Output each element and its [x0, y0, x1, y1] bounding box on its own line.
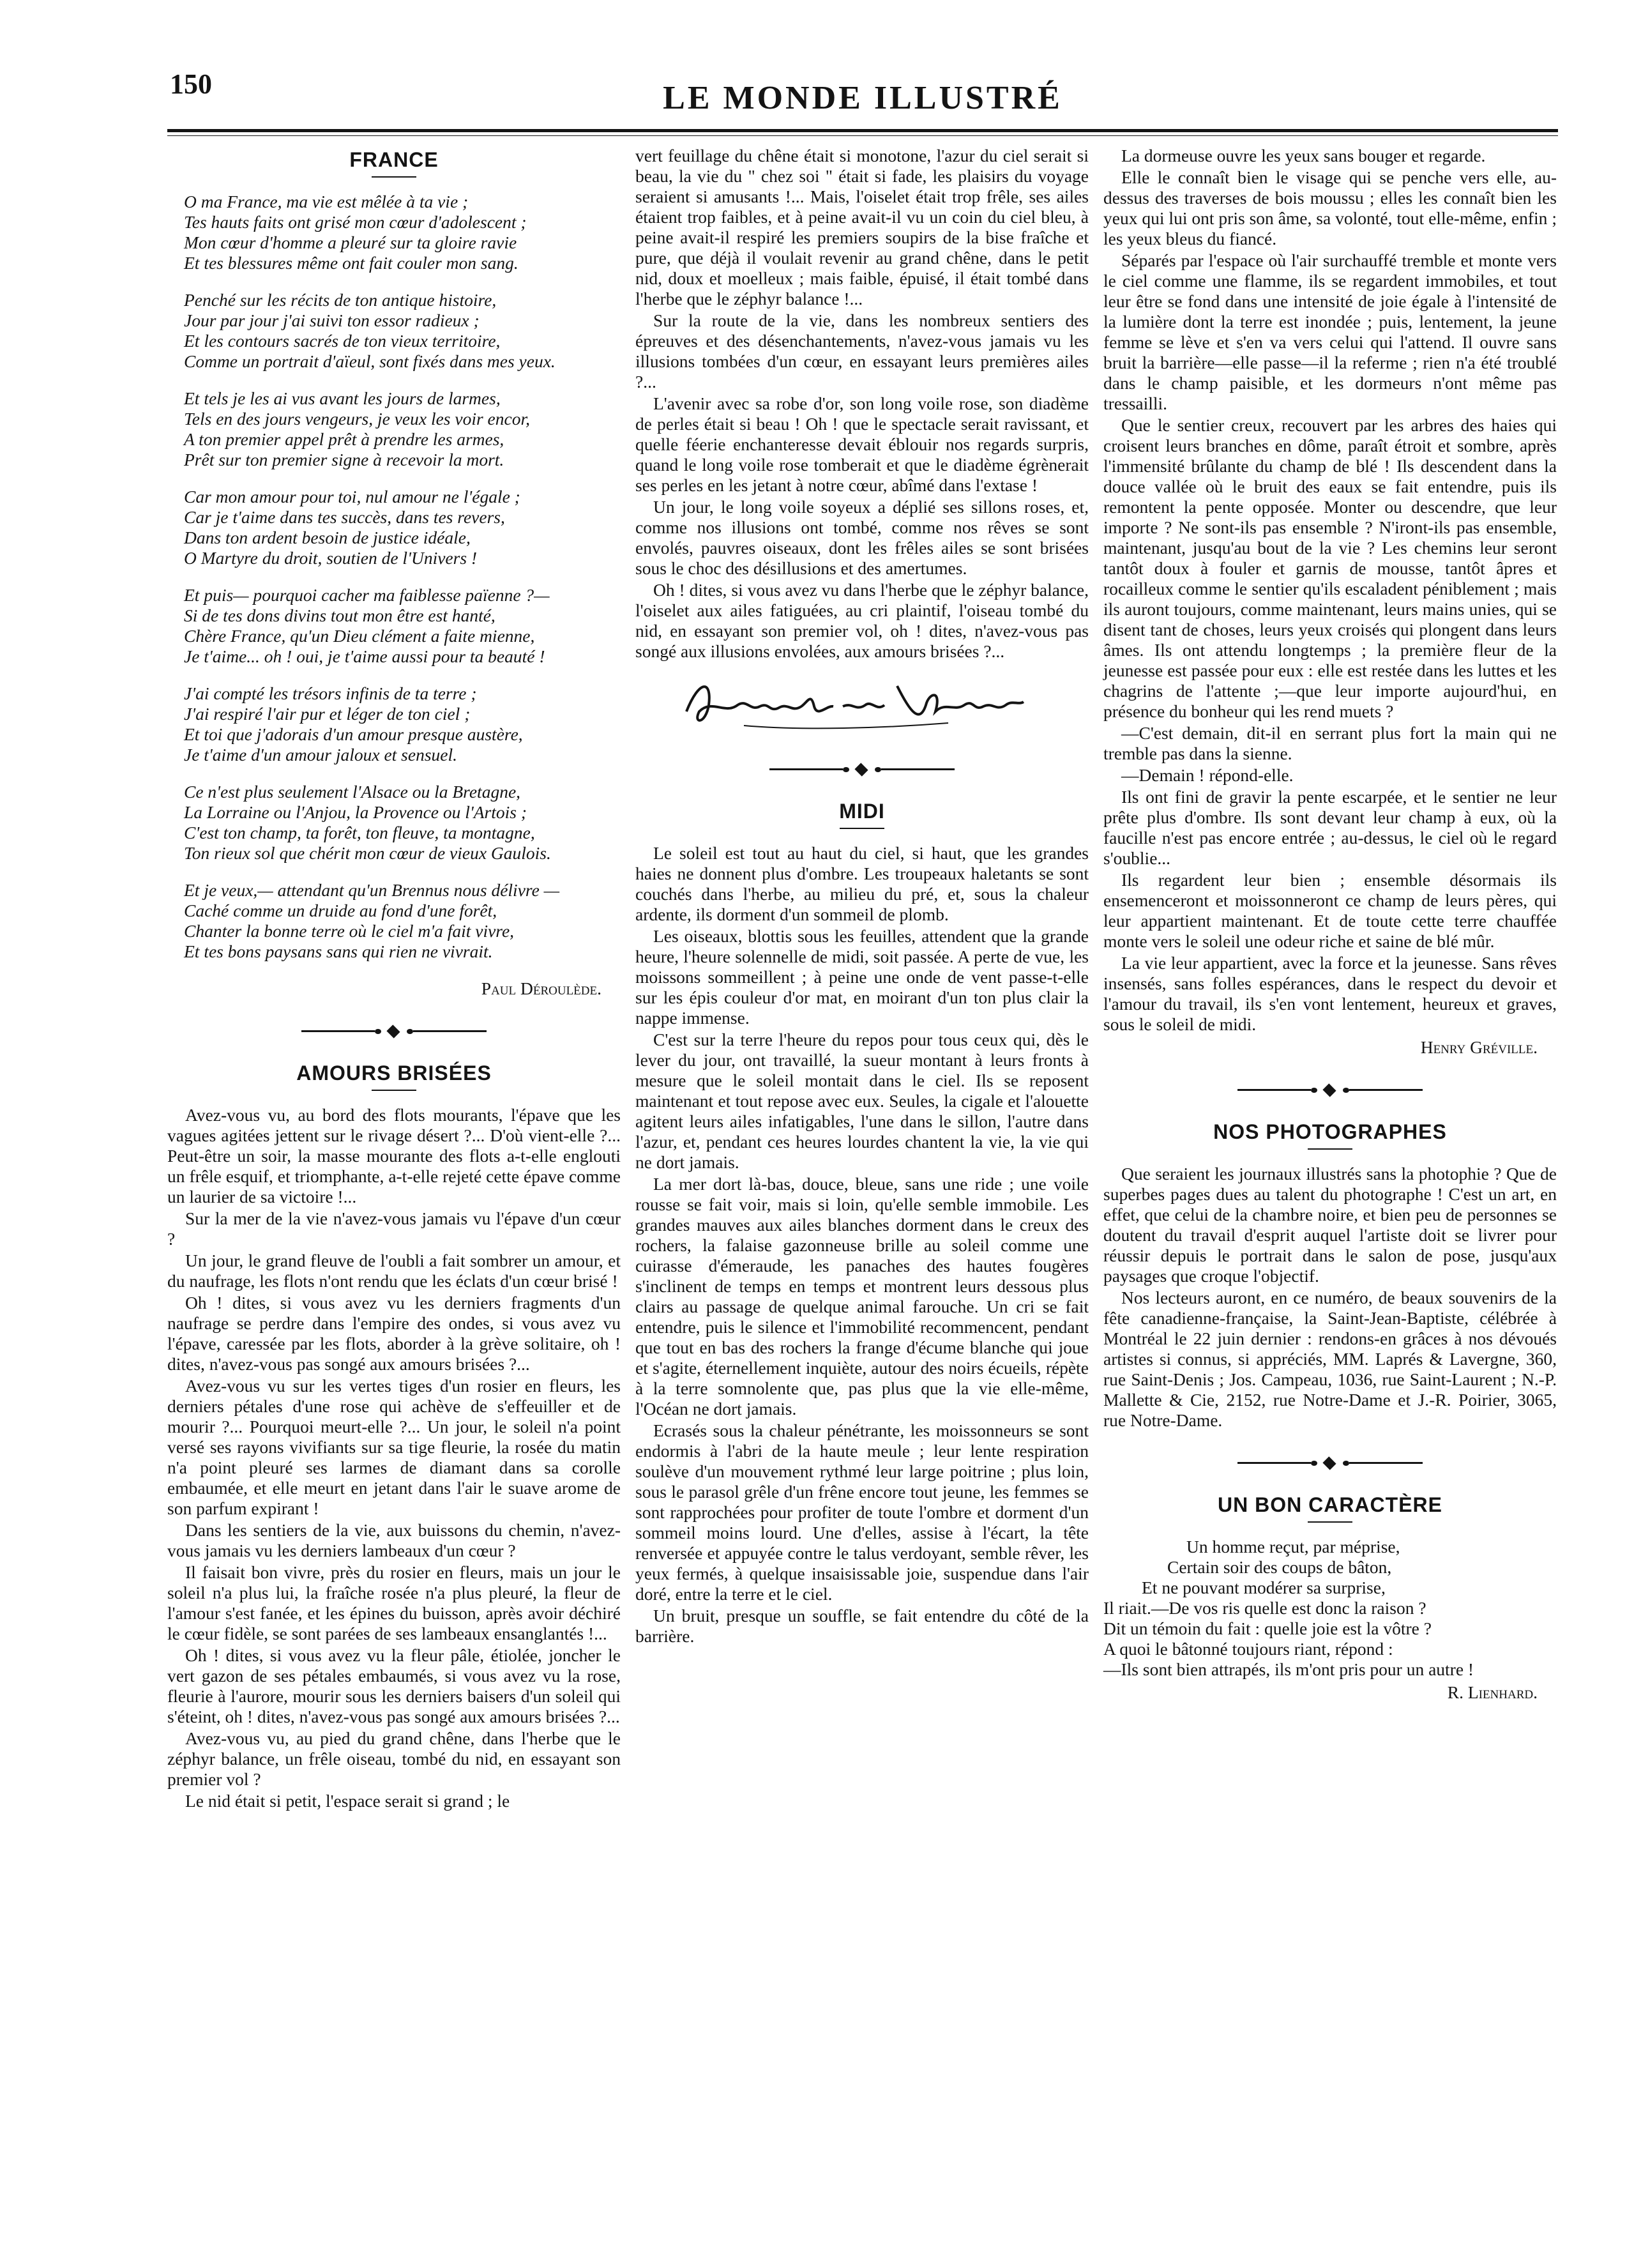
paragraph: Dans les sentiers de la vie, aux buissons du chemin, n'avez-vous jamais vu les derniers lambeaux d'un cœur ?: [167, 1520, 621, 1560]
paragraph: Sur la mer de la vie n'avez-vous jamais vu l'épave d'un cœur ?: [167, 1208, 621, 1249]
paragraph: Avez-vous vu sur les vertes tiges d'un rosier en fleurs, les derniers pétales d'une rose qui achève de s'effeuiller et de mourir ?... Pourquoi meurt-elle ?... Un jour, le soleil n'a point versé ses rayons vivifiants sur sa tige fleurie, la rosée du matin n'a point pleuré ses larmes de diamant dans sa corolle embaumée, et elle meurt en jetant dans l'air le suave arome de son parfum expirant !: [167, 1376, 621, 1518]
poem-line: La Lorraine ou l'Anjou, la Provence ou l'Artois ;: [184, 802, 527, 822]
caractere-author: R. Lienhard.: [1447, 1682, 1538, 1702]
france-poem: [167, 192, 621, 962]
title-underline: [372, 1090, 416, 1091]
paragraph: Séparés par l'espace où l'air surchauffé tremble et monte vers le ciel comme une flamme, ils se regardent immobiles, et tout leur être se fond dans une intensité de joie égale à l'intensité de la lumière dont la terre est inondée ; puis, lentement, la jeune femme se lève et s'en va vers celui qui l'attend. Il ouvre sans bruit la barrière—elle passe—il la referme ; rien n'a été troublé dans le champ paisible, et les dormeurs n'ont même pas tressailli.: [1103, 250, 1557, 413]
paragraph: Ecrasés sous la chaleur pénétrante, les moissonneurs se sont endormis à l'abri de la haute meule ; leur lente respiration soulève d'un mouvement rythmé leur large poitrine ; plus loin, sous le parasol grêle d'un frêne encore tout jeune, les femmes se sont rapprochées pour profiter de toute l'ombre et dorment d'un sommeil moins lourd. Une d'elles, assise à l'écart, la tête renversée et appuyée contre le talus verdoyant, semble rêver, les yeux fermés, à quelque insaisissable joie, suspendue dans l'air doré, entre la terre et le ciel.: [635, 1420, 1089, 1604]
poem-line: Certain soir des coups de bâton,: [1167, 1557, 1392, 1577]
title-underline: [1308, 1521, 1352, 1523]
poem-line: Un homme reçut, par méprise,: [1186, 1537, 1400, 1556]
caractere-title: UN BON CARACTÈRE: [1218, 1493, 1442, 1516]
amours-continued: [635, 146, 1089, 662]
poem-line: Il riait.—De vos ris quelle est donc la raison ?: [1103, 1598, 1426, 1618]
paragraph: Un jour, le grand fleuve de l'oubli a fait sombrer un amour, et du naufrage, les flots n'ont rendu que les éclats d'un cœur brisé !: [167, 1251, 621, 1291]
signature-graphic: [674, 667, 1031, 737]
poem-line: Et toi que j'adorais d'un amour presque austère,: [184, 724, 523, 744]
photographes-title: NOS PHOTOGRAPHES: [1213, 1120, 1447, 1143]
title-underline: [840, 828, 884, 829]
paragraph: —C'est demain, dit-il en serrant plus fort la main qui ne tremble pas dans la sienne.: [1103, 723, 1557, 763]
poem-stanza: [184, 782, 621, 864]
paragraph: Les oiseaux, blottis sous les feuilles, attendent que la grande heure, l'heure solennelle de midi, soit passée. A perte de vue, les moissons sommeillent ; à peine une onde de vent passe-t-elle sur les épis couleur d'or mat, en moirant d'un ton plus clair la nappe immense.: [635, 926, 1089, 1028]
amours-text: [167, 1105, 621, 1811]
paragraph: Nos lecteurs auront, en ce numéro, de beaux souvenirs de la fête canadienne-française, la Saint-Jean-Baptiste, célébrée à Montréal le 22 juin dernier : rendons-en grâces à nos dévoués artistes si connus, si appréciés, MM. Laprés & Lavergne, 360, rue Saint-Denis ; Jos. Campeau, 1036, rue Saint-Laurent ; N.-P. Mallette & Cie, 2152, rue Notre-Dame et J.-R. Poirier, 3065, rue Notre-Dame.: [1103, 1288, 1557, 1430]
poem-line: Chanter la bonne terre où le ciel m'a fait vivre,: [184, 921, 515, 941]
poem-line: Prêt sur ton premier signe à recevoir la mort.: [184, 450, 504, 469]
paragraph: Que le sentier creux, recouvert par les arbres des haies qui croisent leurs branches en dôme, paraît étroit et sombre, après l'immensité brûlante du champ de blé ! Ils descendent dans la douce vallée où le bruit des eaux se fait entendre, puis ils remontent la pente opposée. Monter ou descendre, que leur importe ? Ne sont-ils pas ensemble ? N'iront-ils pas ensemble, maintenant, jusqu'au bout de la vie ? Les chemins leur seront tantôt doux à fouler et garnis de mousse, tantôt âpres et rocailleux comme le sentier qu'ils escaladent péniblement ; mais ils auront toujours, comme maintenant, leurs mains unies, qui se disent tant de choses, leurs yeux croisés qui plongent dans leurs âmes. Ils ont attendu longtemps ; la première fleur de la jeunesse est passée pour eux : elle est restée dans les luttes et les chagrins de l'attente ;—que leur importe aujourd'hui, en présence du bonheur qui les rend muets ?: [1103, 415, 1557, 721]
poem-line: Tels en des jours vengeurs, je veux les voir encor,: [184, 409, 530, 429]
poem-line: Ton rieux sol que chérit mon cœur de vieux Gaulois.: [184, 843, 551, 863]
poem-line: Et les contours sacrés de ton vieux territoire,: [184, 331, 501, 351]
section-ornament: [167, 1013, 621, 1049]
poem-line: J'ai respiré l'air pur et léger de ton ciel ;: [184, 704, 471, 724]
poem-line: Et puis— pourquoi cacher ma faiblesse païenne ?—: [184, 585, 550, 605]
poem-line: Et je veux,— attendant qu'un Brennus nous délivre —: [184, 880, 560, 900]
poem-line: Dit un témoin du fait : quelle joie est la vôtre ?: [1103, 1618, 1432, 1638]
paragraph: La mer dort là-bas, douce, bleue, sans une ride ; une voile rousse se fait voir, mais si loin, qu'elle semble immobile. Les grandes mauves aux ailes blanches dorment dans le creux des rochers, la falaise gazonneuse brille au soleil comme une cuirasse d'émeraude, les panaches des hautes fougères s'inclinent de temps en temps et montrent leurs dessous plus clairs au passage de quelque animal farouche. Un cri se fait entendre, puis le silence et l'immobilité recommencent, pendant que tout en bas des rochers la frange d'écume blanche qui joue et s'agite, éternellement inquiète, autour des noirs écueils, répète à la terre somnolente que, pas plus que la vie elle-même, l'Océan ne dort jamais.: [635, 1174, 1089, 1419]
poem-line: Et tels je les ai vus avant les jours de larmes,: [184, 388, 501, 408]
poem-line: Et tes blessures même ont fait couler mon sang.: [184, 253, 518, 273]
poem-stanza: [184, 487, 621, 568]
column-2: [635, 146, 1089, 1648]
poem-line: Ce n'est plus seulement l'Alsace ou la Bretagne,: [184, 782, 521, 802]
poem-line: Je t'aime d'un amour jaloux et sensuel.: [184, 745, 457, 765]
poem-line: Jour par jour j'ai suivi ton essor radieux ;: [184, 310, 480, 330]
paragraph: Elle le connaît bien le visage qui se penche vers elle, au-dessus des traverses de bois moussu ; elles les connaît bien les yeux qui lui ont pris son âme, sa volonté, tout elle-même, enfin ; les yeux bleus du fiancé.: [1103, 167, 1557, 248]
masthead: LE MONDE ILLUSTRÉ: [663, 80, 1063, 116]
poem-line: A quoi le bâtonné toujours riant, répond :: [1103, 1639, 1393, 1659]
poem-stanza: [184, 683, 621, 765]
paragraph: Oh ! dites, si vous avez vu la fleur pâle, étiolée, joncher le vert gazon de ses pétales embaumés, si vous avez vu la rose, fleurie à l'aurore, mourir sous les derniers baisers d'un soleil qui s'éteint, oh ! dites, n'avez-vous pas songé aux amours brisées ?...: [167, 1645, 621, 1726]
poem-line: Car mon amour pour toi, nul amour ne l'égale ;: [184, 487, 520, 506]
paragraph: Ils regardent leur bien ; ensemble désormais ils ensemenceront et moissonneront ce champ de leurs pères, qui leur appartient maintenant. Et de toute cette terre chauffée monte vers le soleil une odeur riche et saine de blé mûr.: [1103, 870, 1557, 951]
poem-line: A ton premier appel prêt à prendre les armes,: [184, 429, 504, 449]
paragraph: Oh ! dites, si vous avez vu dans l'herbe que le zéphyr balance, l'oiselet aux ailes fatiguées, au cri plaintif, l'oiseau tombé du nid, en essayant son premier vol, oh ! dites, n'avez-vous pas songé aux illusions envolées, aux amours brisées ?...: [635, 580, 1089, 661]
paragraph: vert feuillage du chêne était si monotone, l'azur du ciel serait si beau, la vie du " chez soi " était si fade, les plaisirs du voyage seraient si amusants !... Mais, l'oiselet était trop frêle, ses ailes étaient trop faibles, et à peine avait-il vu un coin du ciel bleu, à peine avait-il respiré les premiers soupirs de la bise fraîche et pure, que déjà il voulait revenir au grand chêne, dans le petit nid, doux et moelleux ; mais faible, épuisé, il était tombé dans l'herbe que le zéphyr balance !...: [635, 146, 1089, 308]
france-author: Paul Déroulède.: [481, 978, 601, 998]
paragraph: La dormeuse ouvre les yeux sans bouger et regarde.: [1121, 146, 1486, 165]
poem-stanza: [184, 585, 621, 667]
midi-title: MIDI: [839, 800, 885, 823]
poem-stanza: [184, 290, 621, 372]
paragraph: —Demain ! répond-elle.: [1121, 765, 1294, 785]
paragraph: Oh ! dites, si vous avez vu les derniers fragments d'un naufrage se perdre dans l'empire des ondes, si vous avez vu l'épave, caressée par les flots, aborder à la grève solitaire, oh ! dites, n'avez-vous pas songé aux amours brisées ?...: [167, 1293, 621, 1374]
section-ornament: [1103, 1445, 1557, 1480]
poem-line: C'est ton champ, ta forêt, ton fleuve, ta montagne,: [184, 823, 535, 842]
poem-line: Caché comme un druide au fond d'une forêt,: [184, 901, 497, 920]
poem-line: Si de tes dons divins tout mon être est hanté,: [184, 605, 495, 625]
midi-author: Henry Gréville.: [1420, 1037, 1538, 1057]
poem-line: Et tes bons paysans sans qui rien ne vivrait.: [184, 941, 493, 961]
signature: [635, 667, 1089, 737]
france-title: FRANCE: [349, 148, 439, 171]
caractere-poem: [1103, 1537, 1557, 1680]
paragraph: Avez-vous vu, au bord des flots mourants, l'épave que les vagues agitées jettent sur le rivage désert ?... D'où vient-elle ?... Peut-être un soir, la masse mourante des flots a-t-elle englouti un frêle esquif, et triomphante, a-t-elle rejeté cette épave comme un laurier de sa victoire !...: [167, 1105, 621, 1206]
section-ornament: [635, 751, 1089, 787]
poem-line: J'ai compté les trésors infinis de ta terre ;: [184, 683, 477, 703]
poem-line: Dans ton ardent besoin de justice idéale,: [184, 528, 471, 547]
poem-stanza: [184, 192, 621, 273]
paragraph: C'est sur la terre l'heure du repos pour tous ceux qui, dès le lever du jour, ont travaillé, la sueur montant à leurs fronts à mesure que le soleil montait dans le ciel. Ils se reposent maintenant et tout repose avec eux. Seules, la cigale et l'alouette agitent leurs ailes infatigables, l'une dans le sillon, l'autre dans l'azur, et, pendant ces heures lourdes chantent la vie, la vie qui ne dort jamais.: [635, 1030, 1089, 1172]
poem-line: Car je t'aime dans tes succès, dans tes revers,: [184, 507, 505, 527]
poem-stanza: [184, 880, 621, 962]
poem-line: Je t'aime... oh ! oui, je t'aime aussi pour ta beauté !: [184, 646, 545, 666]
paragraph: Un bruit, presque un souffle, se fait entendre du côté de la barrière.: [635, 1606, 1089, 1646]
paragraph: Avez-vous vu, au pied du grand chêne, dans l'herbe que le zéphyr balance, un frêle oiseau, tombé du nid, en essayant son premier vol ?: [167, 1728, 621, 1789]
poem-line: O ma France, ma vie est mêlée à ta vie ;: [184, 192, 469, 211]
poem-line: —Ils sont bien attrapés, ils m'ont pris pour un autre !: [1103, 1659, 1474, 1679]
paragraph: Le nid était si petit, l'espace serait si grand ; le: [185, 1791, 510, 1811]
poem-line: Chère France, qu'un Dieu clément a faite mienne,: [184, 626, 535, 646]
page-header: [167, 63, 1558, 139]
paragraph: Un jour, le long voile soyeux a déplié ses sillons roses, et, comme nos illusions ont tombé, comme nos rêves se sont envolés, pauvres oiseaux, dont les frêles ailes se sont brisées sous le choc des désillusions et des amertumes.: [635, 497, 1089, 578]
column-1: [167, 146, 621, 1813]
paragraph: L'avenir avec sa robe d'or, son long voile rose, son diadème de perles était si beau ! Oh ! que le spectacle serait ravissant, et quelle féerie enchanteresse devait éblouir nos regards surpris, quand le long voile rose tomberait et que le diadème égrènerait ses perles en les jetant à notre cœur, abîmé dans l'extase !: [635, 393, 1089, 495]
midi-continued: [1103, 146, 1557, 1035]
paragraph: Ils ont fini de gravir la pente escarpée, et le sentier ne leur prête plus d'ombre. Ils sont devant leur champ à eux, où la faucille n'est pas encore entrée ; au-dessus, le ciel où le regard s'oublie...: [1103, 787, 1557, 868]
amours-title: AMOURS BRISÉES: [296, 1062, 492, 1085]
poem-line: Tes hauts faits ont grisé mon cœur d'adolescent ;: [184, 212, 527, 232]
poem-line: O Martyre du droit, soutien de l'Univers !: [184, 548, 478, 568]
photographes-text: [1103, 1164, 1557, 1431]
poem-line: Comme un portrait d'aïeul, sont fixés dans mes yeux.: [184, 351, 556, 371]
section-ornament: [1103, 1072, 1557, 1107]
poem-line: Mon cœur d'homme a pleuré sur ta gloire ravie: [184, 232, 517, 252]
poem-line: Et ne pouvant modérer sa surprise,: [1142, 1578, 1386, 1597]
midi-text: [635, 843, 1089, 1647]
poem-line: Penché sur les récits de ton antique histoire,: [184, 290, 497, 310]
paragraph: Il faisait bon vivre, près du rosier en fleurs, mais un jour le soleil n'a plus lui, la fraîche rosée n'a plus pleuré, la fleur de l'amour s'est fanée, et les épines du buisson, après avoir déchiré le cœur fidèle, se sont parées de ses lambeaux ensanglantés !...: [167, 1562, 621, 1643]
title-underline: [1308, 1148, 1352, 1150]
page-number: 150: [170, 68, 212, 100]
paragraph: La vie leur appartient, avec la force et la jeunesse. Sans rêves insensés, sans folles espérances, dans le respect du devoir et l'amour du travail, ils s'en vont lentement, heureux et graves, sous le soleil de midi.: [1103, 953, 1557, 1034]
poem-stanza: [184, 388, 621, 470]
paragraph: Que seraient les journaux illustrés sans la photophie ? Que de superbes pages dues au talent du photographe ! C'est un art, en effet, que celui de la chambre noire, et bien peu de personnes se doutent du travail d'esprit auquel l'artiste doit se livrer pour réussir depuis le portrait dans le salon de pose, jusqu'aux paysages que croque l'objectif.: [1103, 1164, 1557, 1286]
header-rule: [167, 129, 1558, 132]
column-3: [1103, 146, 1557, 1714]
paragraph: Sur la route de la vie, dans les nombreux sentiers des épreuves et des désenchantements, n'avez-vous jamais vu les illusions tombées d'un cœur, en essayant leurs premières ailes ?...: [635, 310, 1089, 392]
header-rule-thin: [167, 135, 1558, 136]
paragraph: Le soleil est tout au haut du ciel, si haut, que les grandes haies ne donnent plus d'ombre. Les troupeaux haletants se sont couchés dans l'herbe, au milieu du pré, et, sous la chaleur ardente, ils dorment d'un sommeil de plomb.: [635, 843, 1089, 924]
title-underline: [372, 176, 416, 178]
